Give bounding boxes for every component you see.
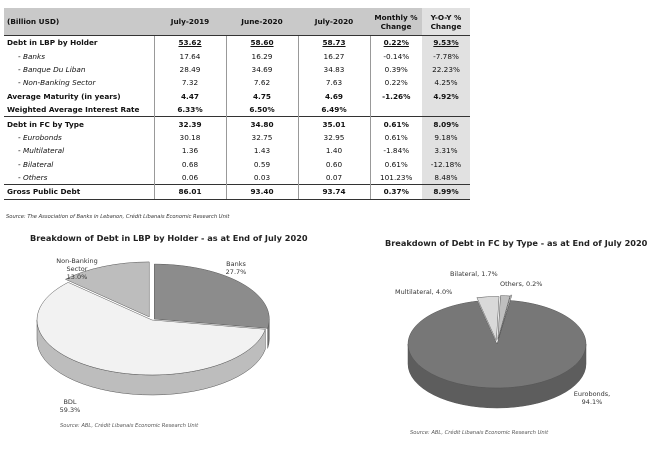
col-header-jul2020: July-2020 [298,8,370,36]
row-label: - Others [18,173,48,183]
row-label: - Banque Du Liban [18,64,86,74]
cell-jun2020: 34.80 [226,117,298,131]
cell-jun2020: 58.60 [226,36,298,50]
pie1-label-2-0: Bilateral, 1.7% [450,270,498,278]
row-label: - Eurobonds [18,132,62,142]
pie0-label-1-1: 59.3% [59,406,81,414]
cell-monthly: 0.37% [370,185,422,199]
cell-jul2019: 17.64 [154,49,226,62]
lbp-chart-title: Breakdown of Debt in LBP by Holder - as at End of July 2020 [30,233,308,243]
cell-jul2020: 35.01 [298,117,370,131]
pie0-label-2-0: Non-Banking [56,257,98,265]
cell-jun2020: 7.62 [226,76,298,89]
cell-jul2019: 32.39 [154,117,226,131]
cell-jul2020: 1.40 [298,144,370,157]
cell-jul2020: 34.83 [298,63,370,76]
row-label: - Non-Banking Sector [18,78,96,88]
cell-jul2020: 32.95 [298,131,370,144]
cell-jul2019: 7.32 [154,76,226,89]
row-label: - Multilateral [18,146,65,156]
col-header-monthly: Monthly % Change [370,8,422,36]
cell-jul2019: 0.68 [154,158,226,171]
row-label: - Bilateral [18,159,54,169]
row-label: Weighted Average Interest Rate [7,105,140,115]
cell-monthly: -1.26% [370,90,422,103]
pie0-label-1-0: BDL [63,398,77,406]
col-header-yoy: Y-O-Y % Change [422,8,470,36]
cell-monthly: 0.61% [370,117,422,131]
cell-jul2020: 93.74 [298,185,370,199]
cell-jul2019: 30.18 [154,131,226,144]
pie1-label-0-1: 94.1% [581,398,603,406]
cell-monthly: 0.61% [370,158,422,171]
cell-monthly: 0.22% [370,36,422,50]
cell-jul2019: 1.36 [154,144,226,157]
pie0-label-0-1: 27.7% [225,268,247,276]
cell-jun2020: 4.75 [226,90,298,103]
col-header-unit: (Billion USD) [4,8,154,36]
row-label: Debt in LBP by Holder [4,36,154,50]
cell-yoy: 8.09% [422,117,470,131]
cell-jul2020: 0.07 [298,171,370,185]
cell-jul2020: 7.63 [298,76,370,89]
row-label: - Banks [18,51,46,61]
table-source: Source: The Association of Banks in Lebanon, Crédit Libanais Economic Research Unit [6,214,230,220]
cell-monthly: 101.23% [370,171,422,185]
cell-yoy: 4.25% [422,76,470,89]
cell-jul2020: 4.69 [298,90,370,103]
pie1-label-0-0: Eurobonds, [573,390,611,398]
fc-chart-source: Source: ABL, Crédit Libanais Economic Research Unit [410,430,549,436]
cell-jun2020: 1.43 [226,144,298,157]
cell-yoy: -7.78% [422,49,470,62]
cell-jul2019: 53.62 [154,36,226,50]
cell-yoy: -12.18% [422,158,470,171]
pie0-label-2-1: Sector [66,265,88,273]
cell-jul2020: 6.49% [298,103,370,117]
cell-jun2020: 0.03 [226,171,298,185]
cell-yoy: 9.18% [422,131,470,144]
cell-jun2020: 32.75 [226,131,298,144]
cell-monthly: 0.61% [370,131,422,144]
cell-yoy: 4.92% [422,90,470,103]
col-header-jul2019: July-2019 [154,8,226,36]
cell-monthly: -1.84% [370,144,422,157]
cell-yoy: 22.23% [422,63,470,76]
lbp-chart-source: Source: ABL, Crédit Libanais Economic Research Unit [60,423,199,429]
cell-jun2020: 0.59 [226,158,298,171]
col-header-jun2020: June-2020 [226,8,298,36]
row-label: Debt in FC by Type [4,117,154,131]
fc-chart-title: Breakdown of Debt in FC by Type - as at End of July 2020 [385,238,648,248]
row-label: Gross Public Debt [4,185,154,199]
cell-jul2019: 4.47 [154,90,226,103]
cell-jun2020: 6.50% [226,103,298,117]
pie1-label-3-0: Others, 0.2% [500,280,543,288]
cell-monthly: -0.14% [370,49,422,62]
cell-jul2020: 58.73 [298,36,370,50]
cell-yoy: 9.53% [422,36,470,50]
cell-yoy: 8.48% [422,171,470,185]
cell-jun2020: 34.69 [226,63,298,76]
pie0-slice-0 [154,264,269,328]
cell-jun2020: 16.29 [226,49,298,62]
cell-jun2020: 93.40 [226,185,298,199]
cell-yoy: 3.31% [422,144,470,157]
cell-jul2020: 16.27 [298,49,370,62]
cell-jul2019: 6.33% [154,103,226,117]
row-label: Average Maturity (in years) [7,91,121,101]
pie0-label-0-0: Banks [226,260,246,268]
cell-monthly: 0.39% [370,63,422,76]
cell-jul2019: 28.49 [154,63,226,76]
pie1-label-1-0: Multilateral, 4.0% [395,288,453,296]
cell-jul2019: 86.01 [154,185,226,199]
cell-jul2019: 0.06 [154,171,226,185]
cell-jul2020: 0.60 [298,158,370,171]
cell-yoy: 8.99% [422,185,470,199]
cell-monthly: 0.22% [370,76,422,89]
pie0-label-2-2: 13.0% [66,273,88,281]
